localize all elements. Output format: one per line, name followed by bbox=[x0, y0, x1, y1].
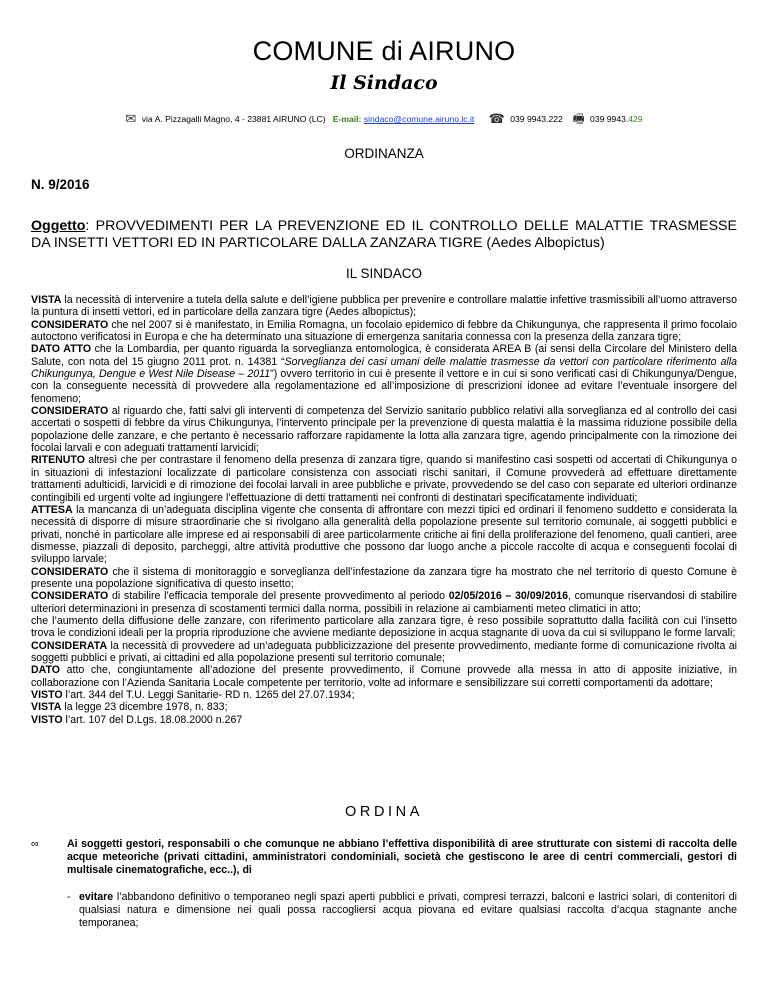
contact-line bbox=[0, 110, 768, 132]
premise-paragraph: RITENUTO altresì che per contrastare il fenomeno della presenza di zanzara tigre, quando si manifestino casi sospetti od accertati di Chikungunya o in situazioni di infestazioni localizzate di particolare consistenza con associati rischi sanitari, il Comune provvederà ad effettuare direttamente trattamenti adulticidi, larvicidi e di rimozione dei focolai larvali in aree pubbliche e private, provvedendo se del caso con separate ed ulteriori ordinanze contingibili ed urgenti volte ad ingiungere l’effettuazione di detti trattamenti nei confronti di destinatari specificatamente individuati; bbox=[31, 454, 737, 504]
order-item bbox=[31, 838, 737, 877]
ordina-heading: ORDINA bbox=[345, 804, 423, 820]
ordinance-number: N. 9/2016 bbox=[31, 177, 90, 192]
premise-paragraph: ATTESA la mancanza di un’adeguata disciplina vigente che consenta di affrontare con mezzi tipici ed ordinari il fenomeno suddetto e considerata la necessità di disporre di misure straordinarie che si rivolgano alla generalità della popolazione presente sul territorio comunale, ai soggetti pubblici e privati, nonché in particolare alle imprese ed ai responsabili di aree particolarmente critiche ai fini della proliferazione del fenomeno, quali cantieri, aree dismesse, piazzali di deposito, parcheggi, altre attività produttive che possono dar luogo anche a piccole raccolte di acqua e conseguenti focolai di sviluppo larvale; bbox=[31, 503, 737, 566]
premise-paragraph: che l’aumento della diffusione delle zanzare, con riferimento particolare alla zanzara tigre, è reso possibile soprattutto dalla facilità con cui l’insetto trova le condizioni ideali per la propria riproduzione che avviene mediante deposizione in acqua stagnante di uova da cui si sviluppano le forme larvali; bbox=[31, 614, 737, 640]
fax-number: 039 9943.429 bbox=[590, 114, 643, 124]
telephone-icon: ☎ bbox=[488, 111, 505, 126]
premise-paragraph: VISTO l’art. 107 del D.Lgs. 18.08.2000 n.267 bbox=[31, 713, 243, 726]
subject-label: Oggetto bbox=[31, 218, 86, 234]
order-item-text: Ai soggetti gestori, responsabili o che comunque ne abbiano l’effettiva disponibilità di aree strutturate con sistemi di raccolta delle acque meteoriche (privati cittadini, amministratori condominiali, società che gestiscono le aree di centri commerciali, gestori di multisale cinematografiche, ecc..), di bbox=[67, 838, 737, 876]
infinity-bullet-icon: ∞ bbox=[31, 838, 39, 850]
premise-paragraph: DATO ATTO che la Lombardia, per quanto riguarda la sorveglianza entomologica, è considerata AREA B (ai sensi della Circolare del Ministero della Salute, con nota del 15 giugno 2011 prot. n. 14381 “Sorveglianza dei casi umani delle malattie trasmesse da vettori con particolare riferimento alla Chikungunya, Dengue e West Nile Disease – 2011”) ovvero territorio in cui è presente il vettore e in cui si sono verificati casi di Chikungunya/Dengue, con la conseguente necessità di provvedere alla regolamentazione ed all’imposizione di prescrizioni idonee ad evitare l’eventuale insorgere del fenomeno; bbox=[31, 343, 737, 405]
premises-body bbox=[31, 294, 737, 726]
municipality-title: COMUNE di AIRUNO bbox=[252, 36, 516, 66]
subject bbox=[31, 218, 737, 252]
premise-paragraph: CONSIDERATO che il sistema di monitoraggio e sorveglianza dell’infestazione da zanzara tigre ha mostrato che nel territorio di questo Comune è presente una popolazione significativa di questo insetto; bbox=[31, 565, 737, 590]
address-text: via A. Pizzagalli Magno, 4 - 23881 AIRUNO (LC) bbox=[141, 114, 326, 124]
premise-paragraph: CONSIDERATA la necessità di provvedere ad un’adeguata pubblicizzazione del presente provvedimento, mediante forme di comunicazione rivolta ai soggetti pubblici e privati, ai cittadini ed alla popolazione presenti sul territorio comunale; bbox=[31, 639, 737, 664]
order-sub-item-text: evitare l’abbandono definitivo o temporaneo negli spazi aperti pubblici e privati, compresi terrazzi, balconi e lastrici solari, di contenitori di qualsiasi natura e dimensione nei quali possa raccogliersi acqua piovana ed evitare qualsiasi raccolta d’acqua stagnante anche temporanea; bbox=[79, 891, 737, 929]
dash-bullet: - bbox=[67, 891, 71, 903]
premise-paragraph: VISTA la legge 23 dicembre 1978, n. 833; bbox=[31, 701, 228, 714]
phone-number: 039 9943.222 bbox=[510, 114, 563, 124]
mayor-subtitle: Il Sindaco bbox=[330, 72, 438, 94]
premise-paragraph: VISTA la necessità di intervenire a tutela della salute e dell’igiene pubblica per prevenire e controllare malattie infettive trasmissibili all’uomo attraverso la puntura di insetti vettori, ed in particolare della zanzara tigre (Aedes albopictus); bbox=[31, 294, 737, 319]
premise-paragraph: CONSIDERATO che nel 2007 si è manifestato, in Emilia Romagna, un focolaio epidemico di febbre da Chikungunya, che rappresenta il primo focolaio autoctono verificatosi in Europa e che ha determinato una situazione di emergenza sanitaria connessa con la presenza della zanzara tigre; bbox=[31, 318, 737, 344]
premise-paragraph: DATO atto che, congiuntamente all’adozione del presente provvedimento, il Comune provvede alla messa in atto di apposite iniziative, in collaborazione con l’Azienda Sanitaria Locale competente per territorio, volte ad informare e sensibilizzare sui corretti comportamenti da adottare; bbox=[31, 664, 737, 689]
premise-paragraph: VISTO l’art. 344 del T.U. Leggi Sanitarie- RD n. 1265 del 27.07.1934; bbox=[31, 689, 355, 701]
premise-paragraph: CONSIDERATO di stabilire l’efficacia temporale del presente provvedimento al periodo 02/05/2016 – 30/09/2016, comunque riservandosi di stabilire ulteriori determinazioni in presenza di scostamenti termici dalla norma, possibili in relazione ai cambiamenti meteo climatici in atto; bbox=[31, 590, 737, 615]
envelope-icon: ✉ bbox=[125, 111, 137, 126]
section-heading: IL SINDACO bbox=[345, 266, 423, 281]
premise-paragraph: CONSIDERATO al riguardo che, fatti salvi gli interventi di competenza del Servizio sanitario pubblico relativi alla sorveglianza ed al controllo dei casi accertati o sospetti di febbre da virus Chikungunya, l’intervento principale per la prevenzione di questa malattia è la massima riduzione possibile della popolazione delle zanzare, e che pertanto è necessario rafforzare rapidamente la lotta alla zanzara tigre, agendo principalmente con la rimozione dei focolai larvali e con adeguati trattamenti larvicidi; bbox=[31, 405, 737, 455]
email-link[interactable]: sindaco@comune.airuno.lc.it bbox=[363, 114, 475, 124]
order-sub-item bbox=[67, 891, 737, 930]
email-label: E-mail: bbox=[332, 114, 362, 124]
subject-text: : PROVVEDIMENTI PER LA PREVENZIONE ED IL CONTROLLO DELLE MALATTIE TRASMESSE DA INSETTI VETTORI ED IN PARTICOLARE DALLA ZANZARA TIGRE (Aedes Albopictus) bbox=[31, 218, 737, 251]
fax-icon: 🖷 bbox=[572, 111, 585, 126]
document-type: ORDINANZA bbox=[344, 146, 424, 161]
